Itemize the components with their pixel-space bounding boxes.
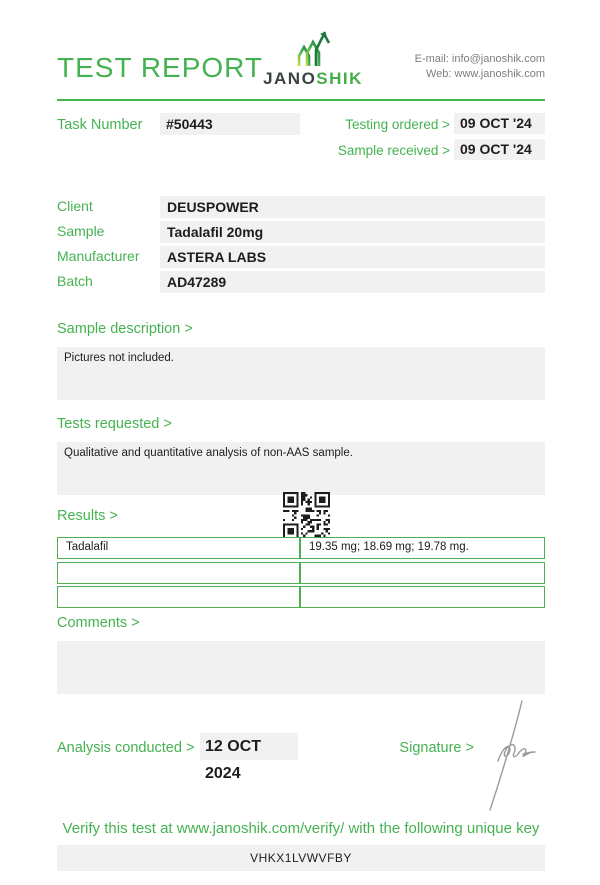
result-analyte-cell [57,586,300,608]
logo-wordmark-secondary: SHIK [316,69,363,88]
batch-value: AD47289 [160,271,545,293]
signature-label: Signature > [399,740,474,756]
result-value-cell [300,562,545,584]
task-number-label: Task Number [57,117,143,133]
results-heading: Results > [57,508,118,524]
client-label: Client [57,198,93,214]
contact-web: Web: www.janoshik.com [425,68,545,80]
testing-ordered-value: 09 OCT '24 [454,113,545,134]
unique-key: VHKX1LVWVFBY [57,845,545,871]
detail-row-batch [0,271,600,293]
logo-wordmark-primary: JANO [263,69,317,88]
tests-requested-heading: Tests requested > [57,416,172,432]
qr-code [283,492,330,539]
detail-row-manufacturer [0,246,600,268]
testing-ordered-label: Testing ordered > [345,117,450,132]
logo-wordmark [258,69,368,89]
sample-value: Tadalafil 20mg [160,221,545,243]
contact-email: E-mail: info@janoshik.com [414,53,545,65]
verify-instruction: Verify this test at www.janoshik.com/verify/ with the following unique key [62,820,540,837]
sample-received-label: Sample received > [337,143,450,158]
detail-row-sample [0,221,600,243]
comments-heading: Comments > [57,615,140,631]
task-number-value: #50443 [160,113,300,135]
contact-info [415,52,545,82]
manufacturer-label: Manufacturer [57,248,140,264]
table-row [57,562,545,584]
manufacturer-value: ASTERA LABS [160,246,545,268]
client-value: DEUSPOWER [160,196,545,218]
result-value-cell [300,586,545,608]
batch-label: Batch [57,273,93,289]
detail-row-client [0,196,600,218]
result-value-cell: 19.35 mg; 18.69 mg; 19.78 mg. [300,537,545,559]
results-table [57,537,545,611]
sample-received-value: 09 OCT '24 [454,139,545,160]
result-analyte-cell [57,562,300,584]
sample-description-heading: Sample description > [57,321,193,337]
table-row [57,586,545,608]
analysis-conducted-value: 12 OCT 2024 [200,733,298,760]
table-row [57,537,545,559]
page-title: TEST REPORT [57,52,264,83]
sample-description-box: Pictures not included. [57,347,545,400]
tests-requested-box: Qualitative and quantitative analysis of non-AAS sample. [57,442,545,495]
bar-chart-growth-icon [289,30,337,68]
result-analyte-cell: Tadalafil [57,537,300,559]
sample-label: Sample [57,223,105,239]
header-divider [57,99,545,101]
analysis-conducted-label: Analysis conducted > [57,740,195,756]
comments-box [57,641,545,694]
janoshik-logo [258,30,368,89]
signature-image [476,697,538,815]
